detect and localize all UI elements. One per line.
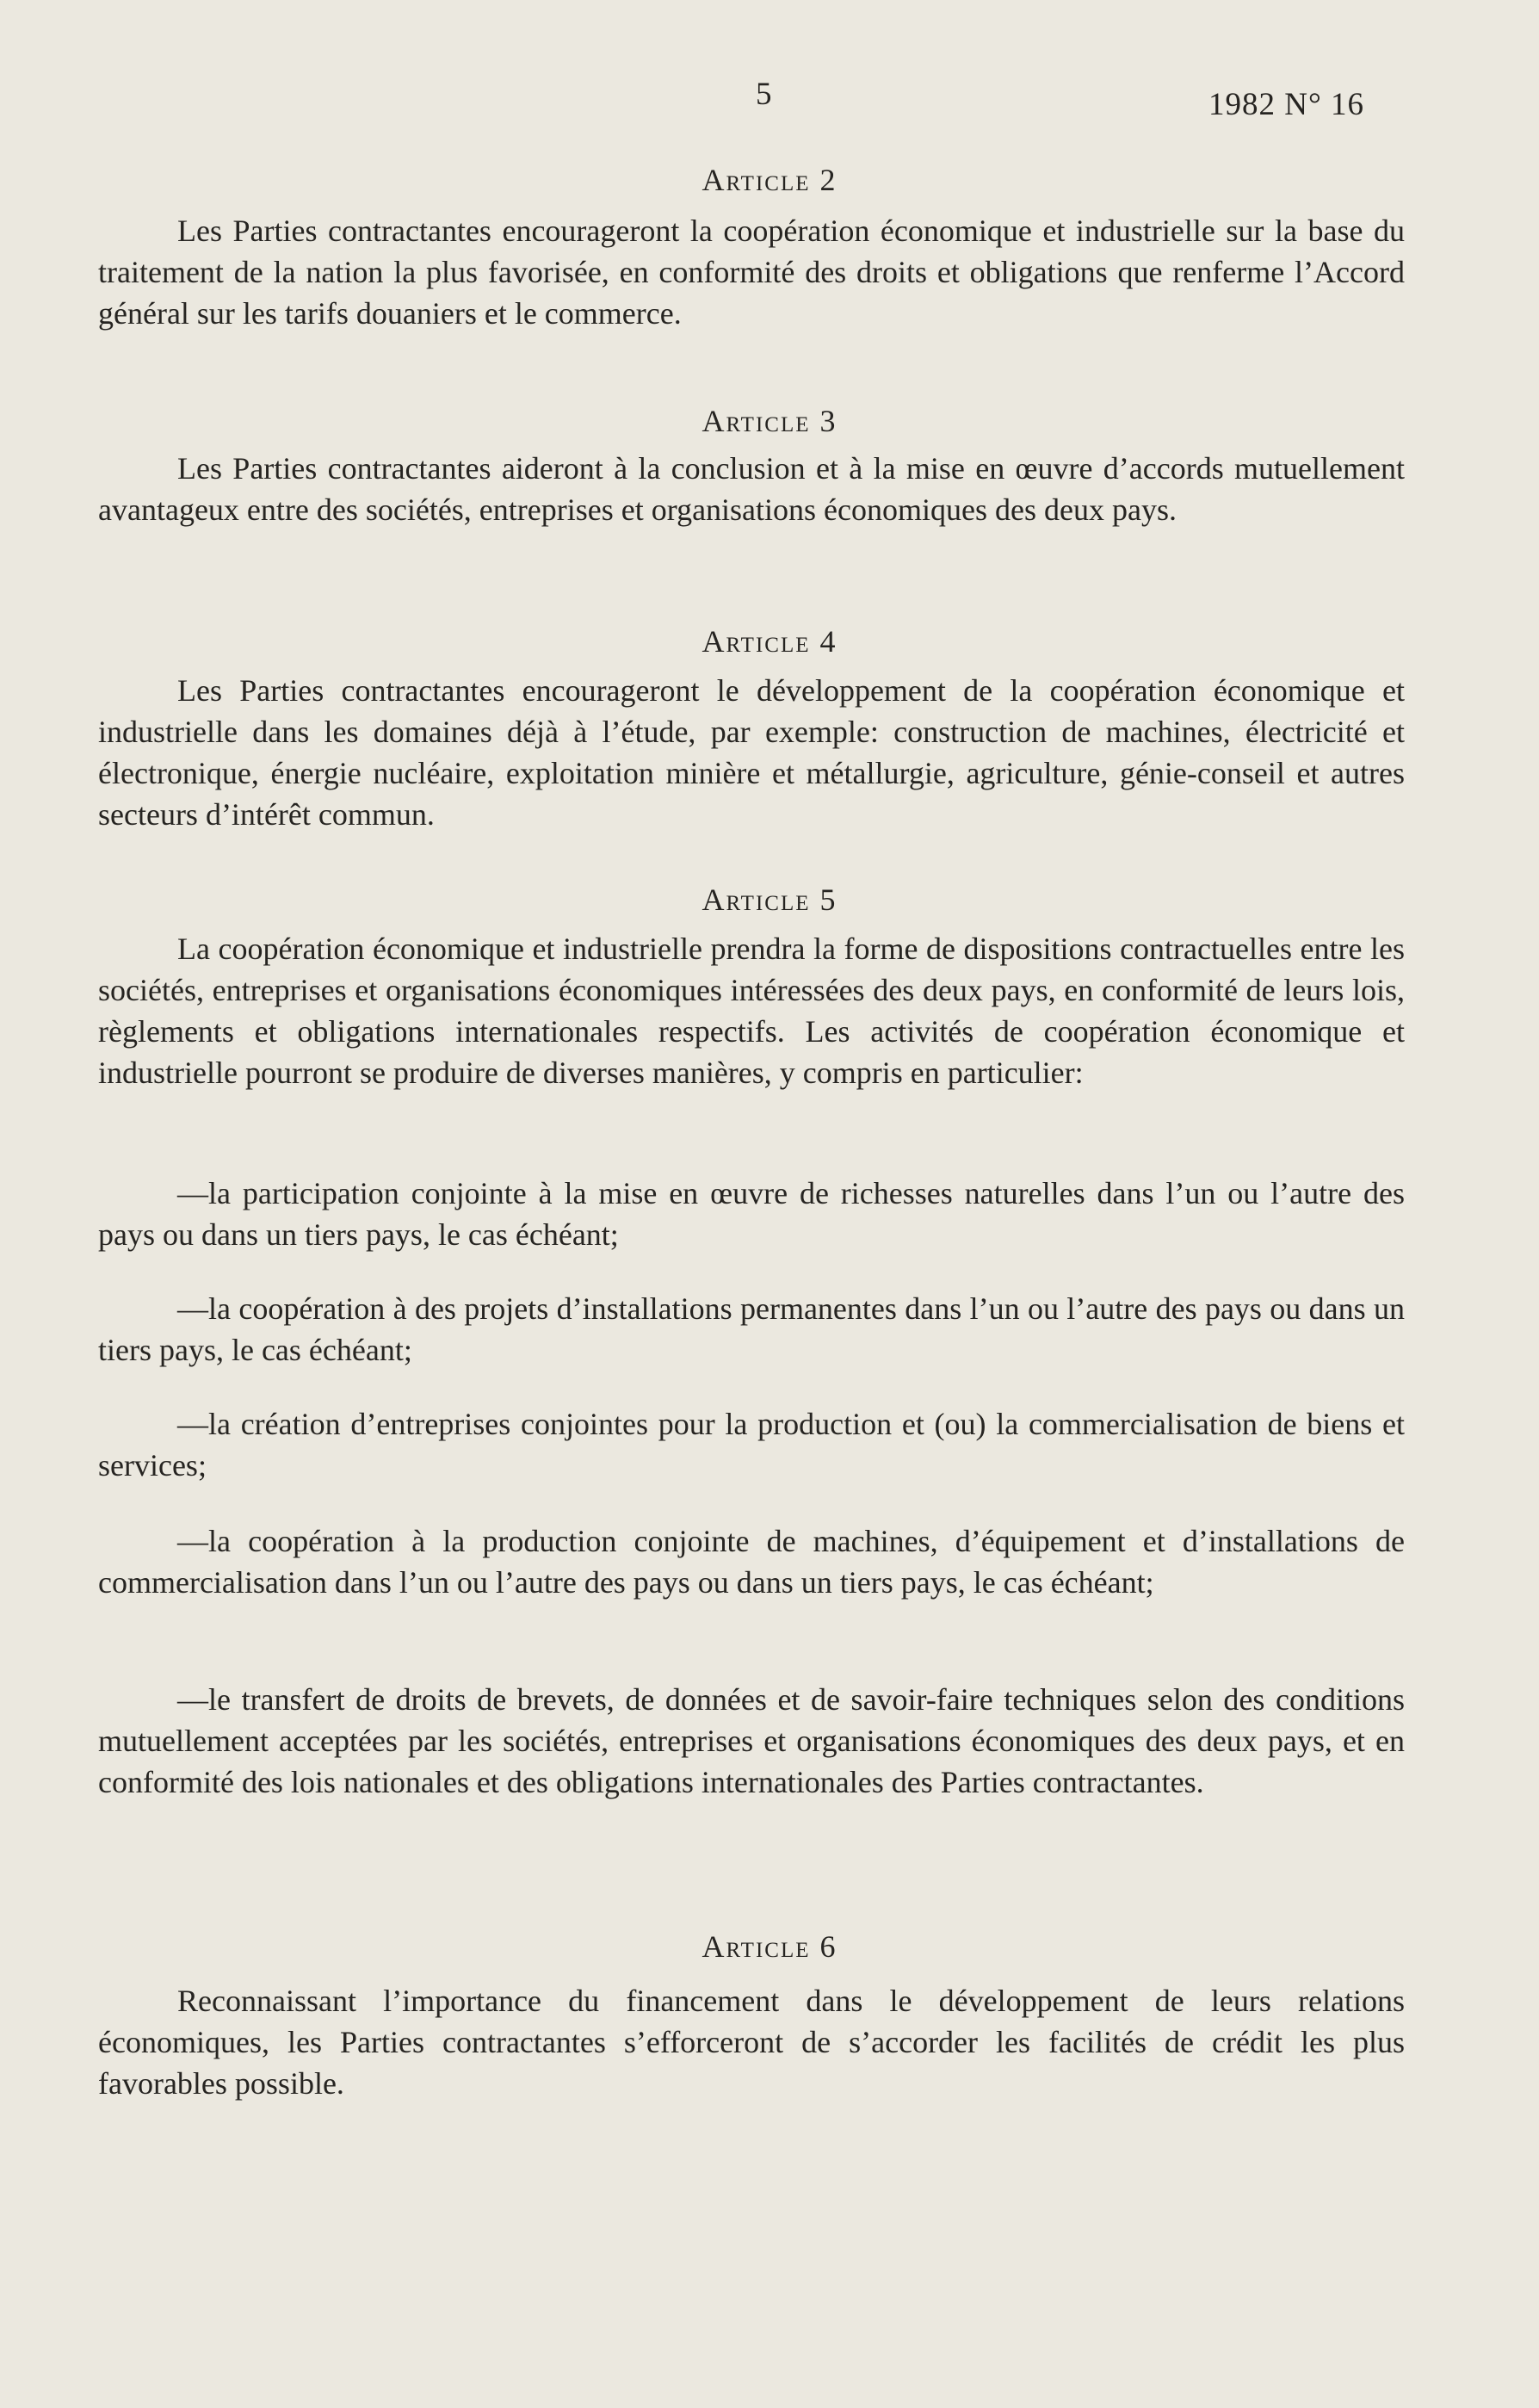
article-4-text: Les Parties contractantes encourageront le développement de la coopération économique et industrielle dans les domaines déjà à l’étude, par exemple: construction de machines, électricité et électronique, énergie nucléaire, exploitation minière et métallurgie, agriculture, génie-conseil et autres secteurs d’intérêt commun. [98, 673, 1405, 832]
article-5-intro: La coopération économique et industrielle prendra la forme de dispositions contractuelles entre les sociétés, entreprises et organisations économiques intéressées des deux pays, en conformité de leurs lois, règlements et obligations internationales respectifs. Les activités de coopération économique et industrielle pourront se produire de diverses manières, y compris en particulier: [98, 932, 1405, 1090]
article-5-item-1: —la participation conjointe à la mise en œuvre de richesses naturelles dans l’un ou l’autre des pays ou dans un tiers pays, le cas échéant; [98, 1176, 1405, 1252]
article-2-title: Article 2 [702, 163, 837, 197]
article-3-text: Les Parties contractantes aideront à la conclusion et à la mise en œuvre d’accords mutuellement avantageux entre des sociétés, entreprises et organisations économiques des deux pays. [98, 451, 1405, 527]
article-5-title: Article 5 [702, 882, 837, 917]
article-5-item-4: —la coopération à la production conjointe de machines, d’équipement et d’installations de commercialisation dans l’un ou l’autre des pays ou dans un tiers pays, le cas échéant; [98, 1524, 1405, 1600]
article-5-item-3: —la création d’entreprises conjointes pour la production et (ou) la commercialisation de biens et services; [98, 1407, 1405, 1483]
article-5-item-2: —la coopération à des projets d’installations permanentes dans l’un ou l’autre des pays ou dans un tiers pays, le cas échéant; [98, 1291, 1405, 1367]
article-6-title: Article 6 [702, 1929, 837, 1964]
page-number: 5 [756, 77, 772, 112]
article-2-text: Les Parties contractantes encourageront la coopération économique et industrielle sur la base du traitement de la nation la plus favorisée, en conformité des droits et obligations que renferme l’Accord général sur les tarifs douaniers et le commerce. [98, 214, 1405, 331]
document-reference: 1982 N° 16 [1208, 87, 1365, 122]
article-3-title: Article 3 [702, 404, 837, 438]
article-5-item-5: —le transfert de droits de brevets, de données et de savoir-faire techniques selon des conditions mutuellement acceptées par les sociétés, entreprises et organisations économiques des deux pays, et en conformité des lois nationales et des obligations internationales des Parties contractantes. [98, 1682, 1405, 1799]
article-6-text: Reconnaissant l’importance du financement dans le développement de leurs relations économiques, les Parties contractantes s’efforceront de s’accorder les facilités de crédit les plus favorables possible. [98, 1984, 1405, 2101]
article-4-title: Article 4 [702, 624, 837, 659]
